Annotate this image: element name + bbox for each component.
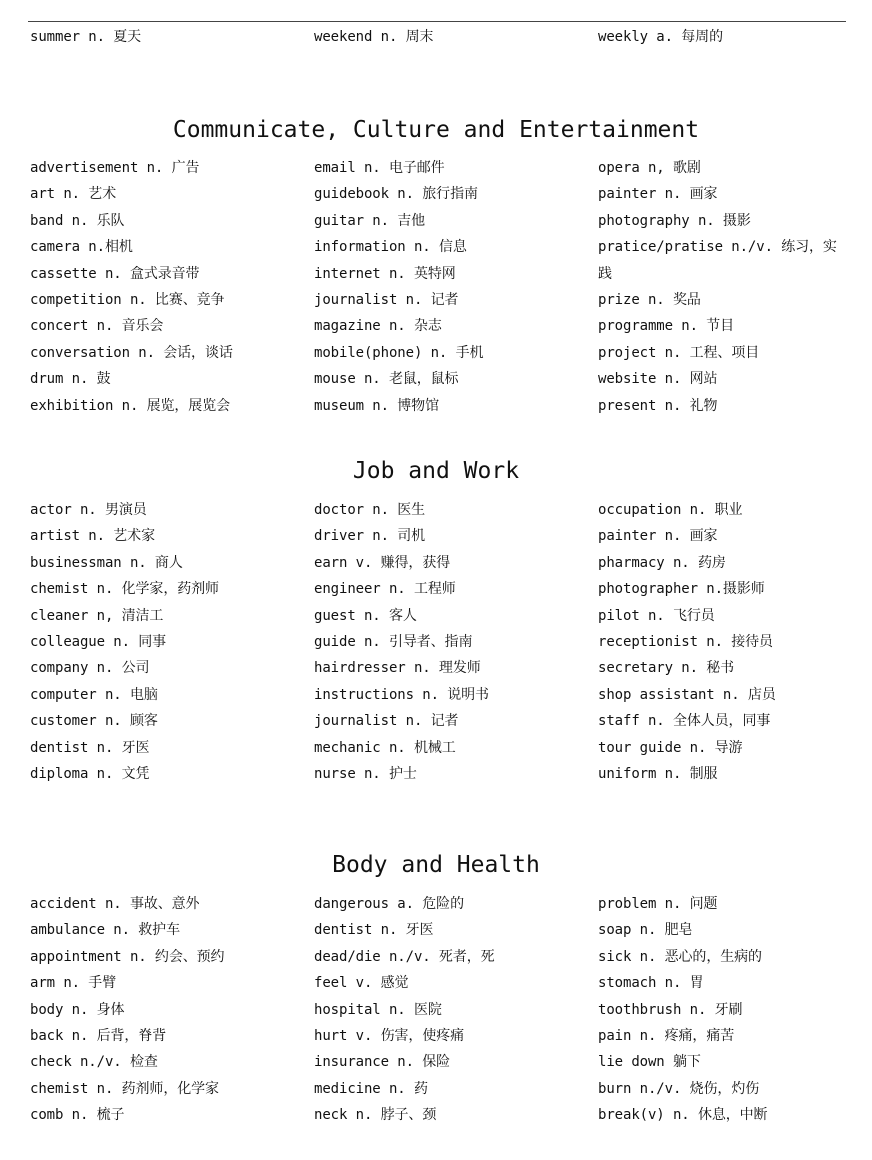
vocab-entry: computer n. 电脑: [30, 686, 158, 703]
vocab-entry: weekly a. 每周的: [598, 29, 723, 45]
vocab-entry: medicine n. 药: [314, 1080, 428, 1097]
vocab-entry: guest n. 客人: [314, 607, 417, 624]
vocab-entry: diploma n. 文凭: [30, 765, 150, 782]
vocab-entry: actor n. 男演员: [30, 502, 147, 518]
vocab-entry: businessman n. 商人: [30, 554, 183, 571]
word-column-3: [598, 155, 850, 419]
vocab-entry: colleague n. 同事: [30, 633, 167, 650]
vocab-entry: journalist n. 记者: [314, 713, 459, 730]
vocab-entry: feel v. 感觉: [314, 975, 409, 992]
vocab-entry: pain n. 疼痛，痛苦: [598, 1027, 735, 1044]
vocab-entry: museum n. 博物馆: [314, 397, 439, 414]
vocab-entry: customer n. 顾客: [30, 713, 158, 730]
vocab-entry: painter n. 画家: [598, 528, 718, 545]
vocab-entry: hospital n. 医院: [314, 1001, 442, 1018]
vocab-entry: occupation n. 职业: [598, 502, 743, 518]
word-column-2: [314, 891, 495, 1129]
vocab-entry: pharmacy n. 药房: [598, 554, 726, 571]
vocab-entry: accident n. 事故、意外: [30, 896, 200, 912]
vocab-entry: nurse n. 护士: [314, 765, 417, 782]
vocab-entry: hurt v. 伤害，使疼痛: [314, 1027, 465, 1044]
vocab-entry: tour guide n. 导游: [598, 739, 743, 756]
vocab-entry: guitar n. 吉他: [314, 212, 426, 229]
vocab-entry: uniform n. 制服: [598, 765, 718, 782]
vocab-entry: guide n. 引导者、指南: [314, 633, 473, 650]
vocab-entry: driver n. 司机: [314, 528, 426, 545]
word-column-3: [598, 891, 850, 1129]
word-column-1: [30, 155, 233, 419]
vocab-entry: pilot n. 飞行员: [598, 607, 715, 624]
vocab-entry: mechanic n. 机械工: [314, 739, 456, 756]
vocab-entry: advertisement n. 广告: [30, 160, 200, 176]
vocab-entry: break(v) n. 休息，中断: [598, 1107, 768, 1124]
section-title-communicate-culture: Communicate, Culture and Entertainment: [172, 117, 700, 143]
vocab-entry: artist n. 艺术家: [30, 528, 155, 545]
vocab-entry: dangerous a. 危险的: [314, 896, 464, 912]
vocab-entry: camera n.相机: [30, 239, 133, 256]
vocab-entry: stomach n. 胃: [598, 975, 704, 992]
vocab-entry: lie down 躺下: [598, 1054, 701, 1071]
vocab-entry: summer n. 夏天: [30, 29, 142, 45]
vocab-entry: shop assistant n. 店员: [598, 686, 776, 703]
vocab-entry: arm n. 手臂: [30, 975, 117, 992]
vocab-entry: staff n. 全体人员，同事: [598, 713, 771, 730]
top-divider-line: [28, 21, 846, 22]
vocab-entry: programme n. 节目: [598, 318, 735, 335]
vocab-entry: problem n. 问题: [598, 896, 718, 912]
vocab-entry: internet n. 英特网: [314, 265, 456, 282]
vocab-entry: chemist n. 化学家，药剂师: [30, 581, 219, 598]
vocab-entry: website n. 网站: [598, 371, 718, 388]
vocab-entry: cassette n. 盒式录音带: [30, 265, 200, 282]
word-column-2: [314, 155, 483, 419]
word-column-1: [30, 891, 224, 1129]
vocab-entry: burn n./v. 烧伤，灼伤: [598, 1080, 760, 1097]
vocab-entry: opera n, 歌剧: [598, 160, 701, 176]
vocab-entry: present n. 礼物: [598, 397, 718, 414]
vocab-entry: prize n. 奖品: [598, 291, 701, 308]
vocab-entry: dentist n. 牙医: [314, 922, 434, 939]
vocab-entry: chemist n. 药剂师，化学家: [30, 1080, 219, 1097]
vocab-entry: mouse n. 老鼠，鼠标: [314, 371, 459, 388]
vocab-entry: soap n. 肥皂: [598, 922, 693, 939]
vocab-entry: dentist n. 牙医: [30, 739, 150, 756]
vocab-entry: instructions n. 说明书: [314, 686, 489, 703]
vocab-entry: photographer n.摄影师: [598, 581, 765, 598]
vocab-entry: back n. 后背，脊背: [30, 1027, 167, 1044]
vocab-entry: art n. 艺术: [30, 186, 117, 203]
vocab-entry: project n. 工程、项目: [598, 344, 760, 361]
vocab-entry: hairdresser n. 理发师: [314, 660, 481, 677]
vocab-entry: conversation n. 会话，谈话: [30, 344, 233, 361]
vocab-entry: magazine n. 杂志: [314, 318, 442, 335]
word-column-1: [30, 497, 219, 787]
vocab-entry: ambulance n. 救护车: [30, 922, 180, 939]
section-title-job-and-work: Job and Work: [352, 458, 520, 484]
vocab-entry: comb n. 梳子: [30, 1107, 125, 1124]
vocab-entry: appointment n. 约会、预约: [30, 948, 225, 965]
vocab-entry: cleaner n, 清洁工: [30, 607, 164, 624]
vocab-entry: weekend n. 周末: [314, 29, 434, 45]
section-title-body-and-health: Body and Health: [332, 852, 540, 878]
vocab-entry: neck n. 脖子、颈: [314, 1107, 437, 1124]
vocab-entry: sick n. 恶心的，生病的: [598, 948, 762, 965]
vocab-entry: receptionist n. 接待员: [598, 633, 773, 650]
vocab-entry: body n. 身体: [30, 1001, 125, 1018]
vocab-entry: concert n. 音乐会: [30, 318, 164, 335]
word-column-2: [314, 497, 489, 787]
vocab-entry: secretary n. 秘书: [598, 660, 735, 677]
vocab-entry: exhibition n. 展览，展览会: [30, 397, 231, 414]
vocab-entry: engineer n. 工程师: [314, 581, 456, 598]
top-column-3: [598, 24, 850, 50]
vocab-entry: drum n. 鼓: [30, 371, 111, 388]
vocab-entry: competition n. 比赛、竞争: [30, 291, 225, 308]
vocab-entry: doctor n. 医生: [314, 502, 426, 518]
vocab-entry: insurance n. 保险: [314, 1054, 451, 1071]
vocab-entry: journalist n. 记者: [314, 291, 459, 308]
vocab-entry: photography n. 摄影: [598, 212, 751, 229]
top-column-2: [314, 24, 433, 50]
vocab-entry: email n. 电子邮件: [314, 160, 445, 176]
vocab-entry: painter n. 画家: [598, 186, 718, 203]
vocab-entry: earn v. 赚得，获得: [314, 554, 451, 571]
word-column-3: [598, 497, 850, 787]
vocab-entry: information n. 信息: [314, 239, 467, 256]
top-column-1: [30, 24, 141, 50]
vocab-entry: dead/die n./v. 死者，死: [314, 948, 495, 965]
vocab-entry: band n. 乐队: [30, 212, 125, 229]
vocab-entry: mobile(phone) n. 手机: [314, 344, 484, 361]
vocab-entry: guidebook n. 旅行指南: [314, 186, 478, 203]
vocab-entry: check n./v. 检查: [30, 1054, 158, 1071]
vocab-entry: pratice/pratise n./v. 练习，实践: [598, 239, 837, 282]
vocab-entry: company n. 公司: [30, 660, 150, 677]
vocab-entry: toothbrush n. 牙刷: [598, 1001, 743, 1018]
